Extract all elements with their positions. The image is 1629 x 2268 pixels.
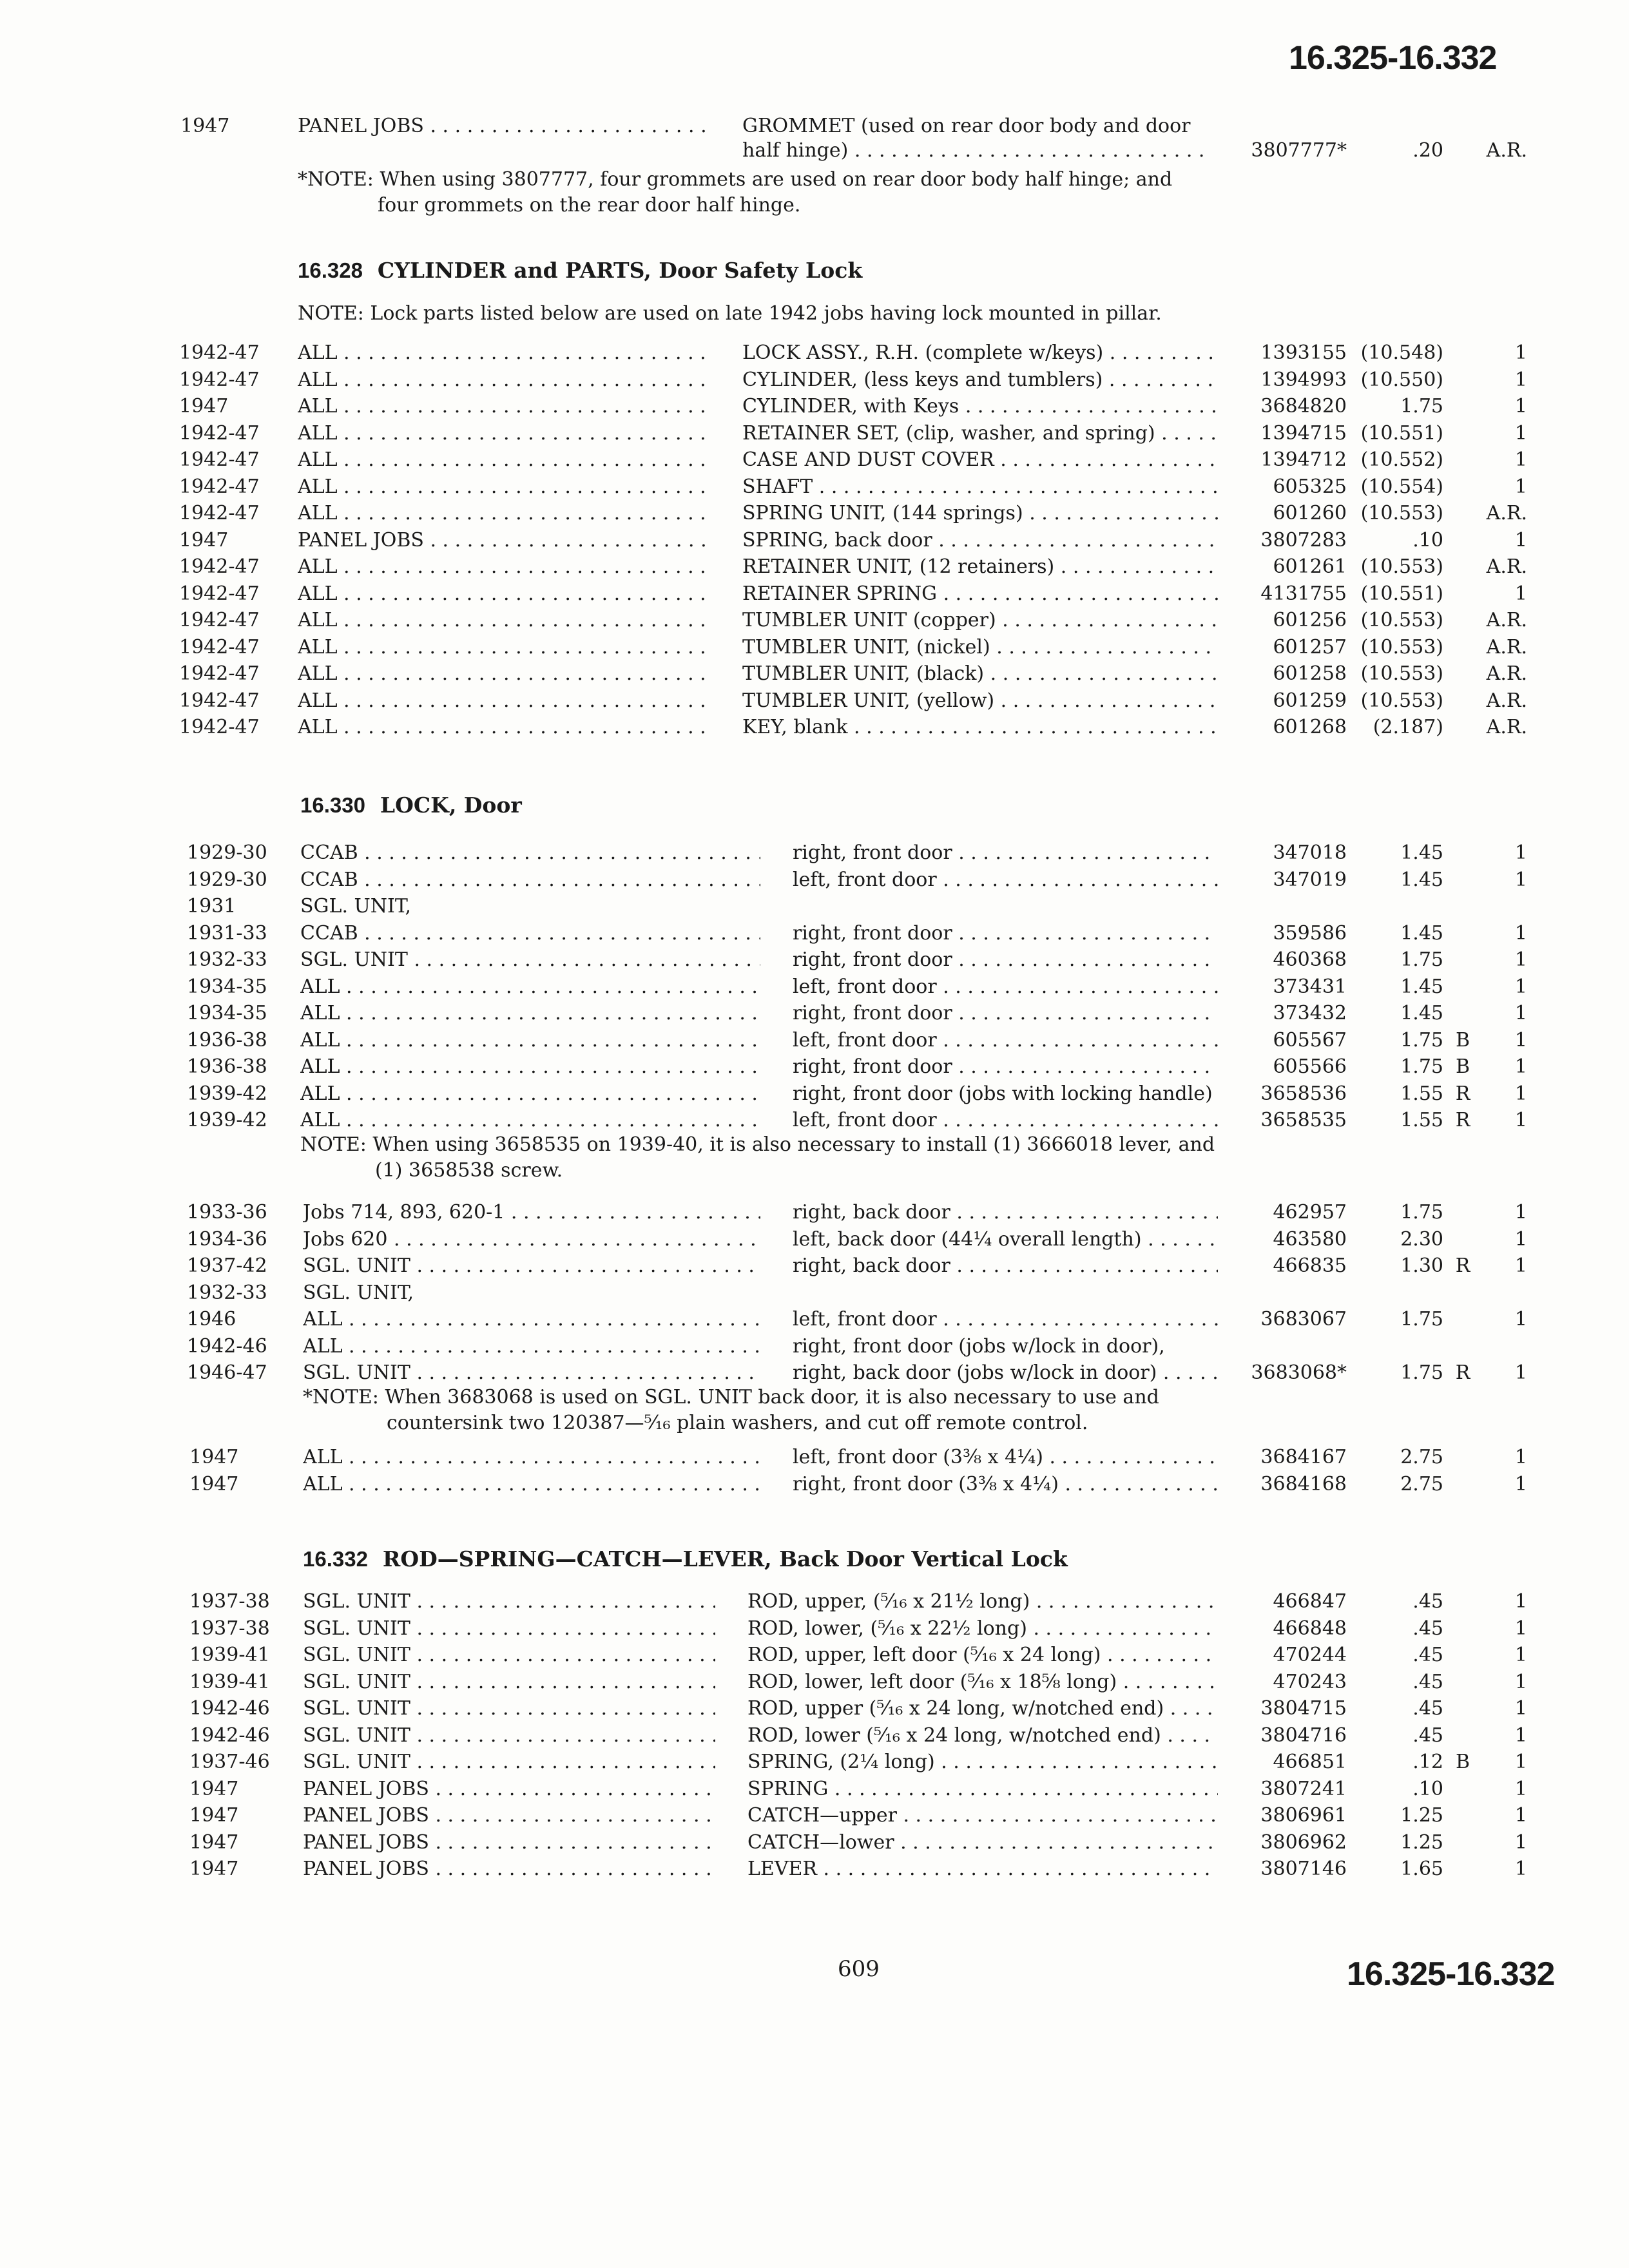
part-number-cell: 3807283: [1260, 528, 1347, 552]
description-cell: SPRING, (2¼ long) . . .: [747, 1751, 1218, 1773]
quantity-cell: A.R.: [1486, 662, 1527, 685]
application-cell: ALL . . .: [300, 1029, 760, 1052]
price-cell: (2.187): [1373, 716, 1443, 738]
section-heading-16-332: [303, 1546, 1068, 1571]
year-cell: 1942-47: [179, 635, 260, 658]
description-cell: right, back door (jobs w/lock in door) . . .: [793, 1361, 1218, 1384]
section-note: NOTE: Lock parts listed below are used on late 1942 jobs having lock mounted in pillar.: [298, 302, 1162, 325]
description-cell: LEVER . . .: [747, 1858, 1218, 1880]
price-cell: (10.550): [1360, 368, 1443, 391]
part-number-cell: 3683067: [1260, 1308, 1347, 1331]
quantity-cell: A.R.: [1486, 689, 1527, 712]
year-cell: 1946: [187, 1308, 236, 1331]
year-cell: 1942-47: [179, 502, 260, 524]
application-cell: ALL . . .: [298, 448, 710, 471]
year-cell: 1942-47: [179, 341, 260, 364]
service-code-cell: B: [1455, 1028, 1470, 1052]
price-cell: (10.548): [1360, 341, 1443, 364]
year-cell: 1947: [189, 1472, 239, 1495]
application-cell: CCAB . . .: [300, 841, 760, 864]
part-number-cell: 3804715: [1260, 1697, 1347, 1720]
page-number: 609: [838, 1956, 880, 1982]
description-cell: KEY, blank . . .: [742, 716, 1218, 738]
application-cell: SGL. UNIT . . .: [303, 1617, 715, 1640]
quantity-cell: 1: [1514, 341, 1527, 364]
part-number-cell: 601260: [1273, 502, 1347, 524]
quantity-cell: 1: [1514, 1724, 1527, 1747]
price-cell: (10.553): [1360, 502, 1443, 524]
price-cell: 1.75: [1400, 1308, 1443, 1331]
application-cell: ALL . . .: [303, 1335, 760, 1358]
description-cell: right, front door . . .: [793, 1055, 1218, 1078]
quantity-cell: 1: [1514, 1109, 1527, 1131]
part-number-cell: 3684168: [1260, 1472, 1347, 1495]
price-cell: 1.75: [1400, 1201, 1443, 1224]
part-number-cell: 347018: [1273, 841, 1347, 864]
description-cell: SPRING . . .: [747, 1778, 1218, 1800]
application-cell: ALL . . .: [298, 476, 710, 498]
year-cell: 1934-35: [187, 1002, 267, 1024]
part-number-cell: 601261: [1273, 555, 1347, 578]
part-number-cell: 373432: [1273, 1002, 1347, 1024]
description-cell: right, front door . . .: [793, 1002, 1218, 1024]
quantity-cell: 1: [1514, 1472, 1527, 1495]
application-cell: ALL . . .: [298, 689, 710, 712]
part-number-cell: 3806962: [1260, 1831, 1347, 1854]
part-number-cell: 463580: [1273, 1227, 1347, 1251]
application-cell: PANEL JOBS . . .: [303, 1831, 715, 1854]
quantity-cell: 1: [1514, 1858, 1527, 1880]
year-cell: 1931-33: [187, 921, 267, 945]
part-number-cell: 3683068*: [1251, 1361, 1347, 1384]
description-cell: LOCK ASSY., R.H. (complete w/keys) . . .: [742, 341, 1218, 364]
description-cell: CYLINDER, with Keys . . .: [742, 395, 1218, 418]
description-cell: right, front door (jobs with locking handle) . . .: [793, 1082, 1218, 1105]
application-cell: ALL . . .: [298, 609, 710, 631]
section-heading-16-330: [300, 793, 522, 818]
part-number-cell: 466848: [1273, 1617, 1347, 1640]
year-cell: 1929-30: [187, 841, 267, 864]
quantity-cell: A.R.: [1486, 716, 1527, 738]
quantity-cell: 1: [1514, 1617, 1527, 1640]
description-cell: right, front door (jobs w/lock in door),: [793, 1334, 1165, 1358]
quantity-cell: 1: [1514, 1227, 1527, 1251]
quantity-cell: 1: [1514, 528, 1527, 552]
year-cell: 1947: [189, 1446, 239, 1468]
part-number-cell: 605566: [1273, 1055, 1347, 1078]
application-cell: ALL . . .: [303, 1473, 760, 1495]
service-code-cell: R: [1455, 1361, 1470, 1384]
quantity-cell: 1: [1514, 868, 1527, 891]
quantity-cell: 1: [1514, 975, 1527, 998]
year-cell: 1939-42: [187, 1082, 267, 1105]
price-cell: .45: [1412, 1724, 1443, 1747]
part-number-cell: 601259: [1273, 689, 1347, 712]
application-cell: SGL. UNIT . . .: [303, 1644, 715, 1666]
note-line: four grommets on the rear door half hinge.: [378, 194, 801, 216]
description-cell: GROMMET (used on rear door body and door: [742, 115, 1191, 137]
part-number-cell: 460368: [1273, 948, 1347, 971]
price-cell: 1.25: [1400, 1831, 1443, 1854]
application-cell: SGL. UNIT . . .: [303, 1254, 760, 1277]
application-cell: ALL . . .: [298, 395, 710, 418]
service-code-cell: B: [1455, 1751, 1470, 1773]
quantity-cell: 1: [1514, 1028, 1527, 1052]
part-number-cell: 466851: [1273, 1751, 1347, 1773]
application-cell: SGL. UNIT,: [303, 1281, 414, 1304]
part-number-cell: 601256: [1273, 609, 1347, 631]
section-note: NOTE: When using 3658535 on 1939-40, it is also necessary to install (1) 3666018 lever, and: [300, 1133, 1215, 1156]
price-cell: 1.45: [1400, 975, 1443, 998]
service-code-cell: R: [1455, 1082, 1470, 1105]
part-number-cell: 3807146: [1260, 1858, 1347, 1880]
description-cell: ROD, lower, left door (⁵⁄₁₆ x 18⅝ long) . . .: [747, 1671, 1218, 1693]
year-cell: 1947: [189, 1804, 239, 1827]
description-cell: RETAINER UNIT, (12 retainers) . . .: [742, 555, 1218, 578]
description-cell: right, front door (3⅜ x 4¼) . . .: [793, 1473, 1218, 1495]
part-number-cell: 605567: [1273, 1028, 1347, 1052]
part-number-cell: 3684167: [1260, 1446, 1347, 1468]
description-cell: CATCH—lower . . .: [747, 1831, 1218, 1854]
year-cell: 1942-47: [179, 421, 260, 445]
application-cell: PANEL JOBS . . .: [303, 1778, 715, 1800]
price-cell: 1.75: [1400, 395, 1443, 418]
application-cell: SGL. UNIT . . .: [303, 1697, 715, 1720]
application-cell: ALL . . .: [298, 636, 710, 658]
quantity-cell: A.R.: [1486, 635, 1527, 658]
part-number-cell: 347019: [1273, 868, 1347, 891]
part-number-cell: 605325: [1273, 475, 1347, 498]
application-cell: ALL . . .: [298, 662, 710, 685]
part-number-cell: 1394993: [1260, 368, 1347, 391]
application-cell: SGL. UNIT . . .: [303, 1590, 715, 1613]
section-title: CYLINDER and PARTS, Door Safety Lock: [377, 258, 863, 283]
quantity-cell: 1: [1514, 395, 1527, 418]
description-cell: RETAINER SPRING . . .: [742, 582, 1218, 605]
application-cell: ALL . . .: [303, 1446, 760, 1468]
price-cell: (10.553): [1360, 635, 1443, 658]
part-number-cell: 3806961: [1260, 1804, 1347, 1827]
description-cell: CYLINDER, (less keys and tumblers) . . .: [742, 369, 1218, 391]
price-cell: (10.553): [1360, 555, 1443, 578]
section-note: countersink two 120387—⁵⁄₁₆ plain washers, and cut off remote control.: [387, 1412, 1088, 1434]
quantity-cell: 1: [1514, 1831, 1527, 1854]
description-cell: ROD, upper (⁵⁄₁₆ x 24 long, w/notched end) . . .: [747, 1697, 1218, 1720]
year-cell: 1932-33: [187, 1281, 267, 1304]
price-cell: 1.55: [1400, 1109, 1443, 1131]
part-number-cell: 373431: [1273, 975, 1347, 998]
quantity-cell: 1: [1514, 1777, 1527, 1800]
price-cell: 1.25: [1400, 1804, 1443, 1827]
price-cell: 1.75: [1400, 1028, 1443, 1052]
price-cell: (10.553): [1360, 609, 1443, 631]
application-cell: PANEL JOBS . . .: [303, 1804, 715, 1827]
year-cell: 1942-47: [179, 582, 260, 605]
description-cell: SHAFT . . .: [742, 476, 1218, 498]
quantity-cell: 1: [1514, 1590, 1527, 1613]
year-cell: 1942-47: [179, 609, 260, 631]
application-cell: ALL . . .: [298, 422, 710, 445]
year-cell: 1932-33: [187, 948, 267, 971]
application-cell: Jobs 714, 893, 620-1 . . .: [303, 1201, 760, 1224]
price-cell: 1.45: [1400, 841, 1443, 864]
price-cell: (10.553): [1360, 689, 1443, 712]
year-cell: 1929-30: [187, 868, 267, 891]
part-number-cell: 466847: [1273, 1590, 1347, 1613]
quantity-cell: 1: [1514, 1055, 1527, 1078]
price-cell: 1.30: [1400, 1254, 1443, 1277]
section-note: *NOTE: When 3683068 is used on SGL. UNIT back door, it is also necessary to use and: [303, 1386, 1159, 1408]
application-cell: SGL. UNIT . . .: [300, 948, 760, 971]
year-cell: 1939-41: [189, 1670, 270, 1693]
description-cell: TUMBLER UNIT, (yellow) . . .: [742, 689, 1218, 712]
part-number-cell: 3658536: [1260, 1082, 1347, 1105]
part-number-cell: 601268: [1273, 716, 1347, 738]
year-cell: 1942-46: [189, 1697, 270, 1720]
quantity-cell: 1: [1514, 1361, 1527, 1384]
year-cell: 1942-47: [179, 555, 260, 578]
application-cell: PANEL JOBS . . .: [298, 529, 710, 552]
year-cell: 1942-46: [189, 1724, 270, 1747]
quantity-cell: 1: [1514, 841, 1527, 864]
part-number-cell: 3804716: [1260, 1724, 1347, 1747]
quantity-cell: 1: [1514, 1002, 1527, 1024]
part-number-cell: 466835: [1273, 1254, 1347, 1277]
price-cell: .45: [1412, 1590, 1443, 1613]
price-cell: 2.30: [1400, 1227, 1443, 1251]
year-cell: 1947: [189, 1777, 239, 1800]
service-code-cell: R: [1455, 1109, 1470, 1131]
part-number-cell: 470243: [1273, 1670, 1347, 1693]
application-cell: ALL . . .: [298, 341, 710, 364]
part-number-cell: 3684820: [1260, 395, 1347, 418]
application-cell: SGL. UNIT . . .: [303, 1724, 715, 1747]
description-cell: SPRING, back door . . .: [742, 529, 1218, 552]
year-cell: 1936-38: [187, 1028, 267, 1052]
price-cell: .12: [1412, 1751, 1443, 1773]
price-cell: 2.75: [1400, 1446, 1443, 1468]
section-number: 16.328: [298, 258, 363, 282]
description-cell: left, front door . . .: [793, 1308, 1218, 1331]
price-cell: 1.55: [1400, 1082, 1443, 1105]
price-cell: .45: [1412, 1644, 1443, 1666]
year-cell: 1947: [189, 1858, 239, 1880]
application-cell: ALL . . .: [298, 716, 710, 738]
price-cell: 1.75: [1400, 1361, 1443, 1384]
description-cell: CATCH—upper . . .: [747, 1804, 1218, 1827]
application-cell: SGL. UNIT . . .: [303, 1751, 715, 1773]
price-cell: 1.45: [1400, 1002, 1443, 1024]
quantity-cell: 1: [1514, 368, 1527, 391]
quantity-cell: 1: [1514, 582, 1527, 605]
section-note: (1) 3658538 screw.: [375, 1159, 563, 1182]
application-cell: CCAB . . .: [300, 869, 760, 891]
price-cell: .45: [1412, 1617, 1443, 1640]
quantity-cell: 1: [1514, 1804, 1527, 1827]
quantity-cell: 1: [1514, 921, 1527, 945]
description-cell: left, front door . . .: [793, 869, 1218, 891]
price-cell: (10.553): [1360, 662, 1443, 685]
description-cell: ROD, lower (⁵⁄₁₆ x 24 long, w/notched end) . . .: [747, 1724, 1218, 1747]
description-cell: right, back door . . .: [793, 1254, 1218, 1277]
year-cell: 1942-47: [179, 475, 260, 498]
part-number-cell: 3807777*: [1251, 139, 1347, 162]
application-cell: ALL . . .: [300, 1055, 760, 1078]
description-cell-cont: half hinge) . . .: [742, 139, 1206, 162]
part-number-cell: 601258: [1273, 662, 1347, 685]
year-cell: 1939-41: [189, 1644, 270, 1666]
application-cell: Jobs 620 . . .: [303, 1228, 760, 1251]
description-cell: right, front door . . .: [793, 948, 1218, 971]
price-cell: 1.45: [1400, 921, 1443, 945]
year-cell: 1942-47: [179, 448, 260, 471]
quantity-cell: A.R.: [1486, 502, 1527, 524]
description-cell: SPRING UNIT, (144 springs) . . .: [742, 502, 1218, 524]
price-cell: 1.75: [1400, 948, 1443, 971]
application-cell: CCAB . . .: [300, 922, 760, 945]
description-cell: left, back door (44¼ overall length) . . .: [793, 1228, 1218, 1251]
quantity-cell: 1: [1514, 475, 1527, 498]
quantity-cell: A.R.: [1486, 609, 1527, 631]
price-cell: (10.554): [1360, 475, 1443, 498]
price-cell: .10: [1412, 1777, 1443, 1800]
year-cell: 1931: [187, 895, 236, 918]
part-number-cell: 3658535: [1260, 1109, 1347, 1131]
description-cell: right, front door . . .: [793, 841, 1218, 864]
header-range-top: 16.325-16.332: [1289, 39, 1497, 77]
quantity-cell: 1: [1514, 1670, 1527, 1693]
application-cell: SGL. UNIT,: [300, 895, 412, 918]
quantity-cell: 1: [1514, 421, 1527, 445]
description-cell: ROD, lower, (⁵⁄₁₆ x 22½ long) . . .: [747, 1617, 1218, 1640]
section-number: 16.330: [300, 793, 365, 817]
description-cell: right, back door . . .: [793, 1201, 1218, 1224]
description-cell: TUMBLER UNIT, (black) . . .: [742, 662, 1218, 685]
description-cell: right, front door . . .: [793, 922, 1218, 945]
year-cell: 1942-47: [179, 368, 260, 391]
description-cell: TUMBLER UNIT, (nickel) . . .: [742, 636, 1218, 658]
part-number-cell: 462957: [1273, 1201, 1347, 1224]
quantity-cell: 1: [1514, 1751, 1527, 1773]
price-cell: (10.551): [1360, 582, 1443, 605]
application-cell: ALL . . .: [303, 1308, 760, 1331]
application-cell: ALL . . .: [298, 555, 710, 578]
description-cell: TUMBLER UNIT (copper) . . .: [742, 609, 1218, 631]
section-heading-16-328: [298, 258, 862, 283]
year-cell: 1933-36: [187, 1201, 267, 1224]
description-cell: left, front door . . .: [793, 1029, 1218, 1052]
application-cell: ALL . . .: [298, 369, 710, 391]
quantity-cell: 1: [1514, 1644, 1527, 1666]
part-number-cell: 1394715: [1260, 421, 1347, 445]
section-title: ROD—SPRING—CATCH—LEVER, Back Door Vertical Lock: [382, 1546, 1068, 1571]
year-cell: 1937-46: [189, 1751, 270, 1773]
price-cell: 1.75: [1400, 1055, 1443, 1078]
year-cell: 1942-47: [179, 689, 260, 712]
footer-range-bottom: 16.325-16.332: [1347, 1956, 1555, 1993]
description-cell: RETAINER SET, (clip, washer, and spring) . . .: [742, 422, 1218, 445]
quantity-cell: A.R.: [1486, 139, 1527, 162]
application-cell: ALL . . .: [300, 1082, 760, 1105]
price-cell: (10.552): [1360, 448, 1443, 471]
price-cell: 2.75: [1400, 1472, 1443, 1495]
year-cell: 1947: [180, 115, 230, 137]
section-number: 16.332: [303, 1547, 368, 1571]
price-cell: (10.551): [1360, 421, 1443, 445]
year-cell: 1936-38: [187, 1055, 267, 1078]
application-cell: ALL . . .: [300, 1002, 760, 1024]
part-number-cell: 1393155: [1260, 341, 1347, 364]
part-number-cell: 4131755: [1260, 582, 1347, 605]
part-number-cell: 359586: [1273, 921, 1347, 945]
price-cell: .10: [1412, 528, 1443, 552]
quantity-cell: 1: [1514, 1446, 1527, 1468]
price-cell: 1.45: [1400, 868, 1443, 891]
section-title: LOCK, Door: [380, 793, 522, 818]
year-cell: 1937-42: [187, 1254, 267, 1277]
price-cell: .45: [1412, 1697, 1443, 1720]
application-cell: ALL . . .: [300, 1109, 760, 1131]
year-cell: 1934-36: [187, 1227, 267, 1251]
part-number-cell: 1394712: [1260, 448, 1347, 471]
description-cell: CASE AND DUST COVER . . .: [742, 448, 1218, 471]
quantity-cell: 1: [1514, 448, 1527, 471]
price-cell: 1.65: [1400, 1858, 1443, 1880]
quantity-cell: 1: [1514, 1082, 1527, 1105]
quantity-cell: 1: [1514, 1697, 1527, 1720]
year-cell: 1942-47: [179, 716, 260, 738]
year-cell: 1942-47: [179, 662, 260, 685]
year-cell: 1946-47: [187, 1361, 267, 1384]
application-cell: PANEL JOBS . . .: [298, 115, 710, 137]
description-cell: left, front door (3⅜ x 4¼) . . .: [793, 1446, 1218, 1468]
application-cell: PANEL JOBS . . .: [303, 1858, 715, 1880]
price-cell: .45: [1412, 1670, 1443, 1693]
application-cell: ALL . . .: [298, 502, 710, 524]
application-cell: SGL. UNIT . . .: [303, 1361, 760, 1384]
description-cell: left, front door . . .: [793, 1109, 1218, 1131]
description-cell: ROD, upper, (⁵⁄₁₆ x 21½ long) . . .: [747, 1590, 1218, 1613]
price-cell: .20: [1412, 139, 1443, 162]
application-cell: ALL . . .: [300, 975, 760, 998]
part-number-cell: 3807241: [1260, 1777, 1347, 1800]
part-number-cell: 470244: [1273, 1644, 1347, 1666]
year-cell: 1942-46: [187, 1334, 267, 1358]
quantity-cell: A.R.: [1486, 555, 1527, 578]
year-cell: 1937-38: [189, 1590, 270, 1613]
year-cell: 1947: [189, 1831, 239, 1854]
year-cell: 1939-42: [187, 1109, 267, 1131]
application-cell: SGL. UNIT . . .: [303, 1671, 715, 1693]
service-code-cell: B: [1455, 1055, 1470, 1078]
part-number-cell: 601257: [1273, 635, 1347, 658]
application-cell: ALL . . .: [298, 582, 710, 605]
quantity-cell: 1: [1514, 1201, 1527, 1224]
year-cell: 1947: [179, 395, 229, 418]
year-cell: 1937-38: [189, 1617, 270, 1640]
description-cell: ROD, upper, left door (⁵⁄₁₆ x 24 long) . . .: [747, 1644, 1218, 1666]
year-cell: 1947: [179, 528, 229, 552]
description-cell: left, front door . . .: [793, 975, 1218, 998]
quantity-cell: 1: [1514, 1308, 1527, 1331]
year-cell: 1934-35: [187, 975, 267, 998]
quantity-cell: 1: [1514, 1254, 1527, 1277]
note-line: *NOTE: When using 3807777, four grommets are used on rear door body half hinge; and: [298, 168, 1173, 191]
service-code-cell: R: [1455, 1254, 1470, 1277]
quantity-cell: 1: [1514, 948, 1527, 971]
